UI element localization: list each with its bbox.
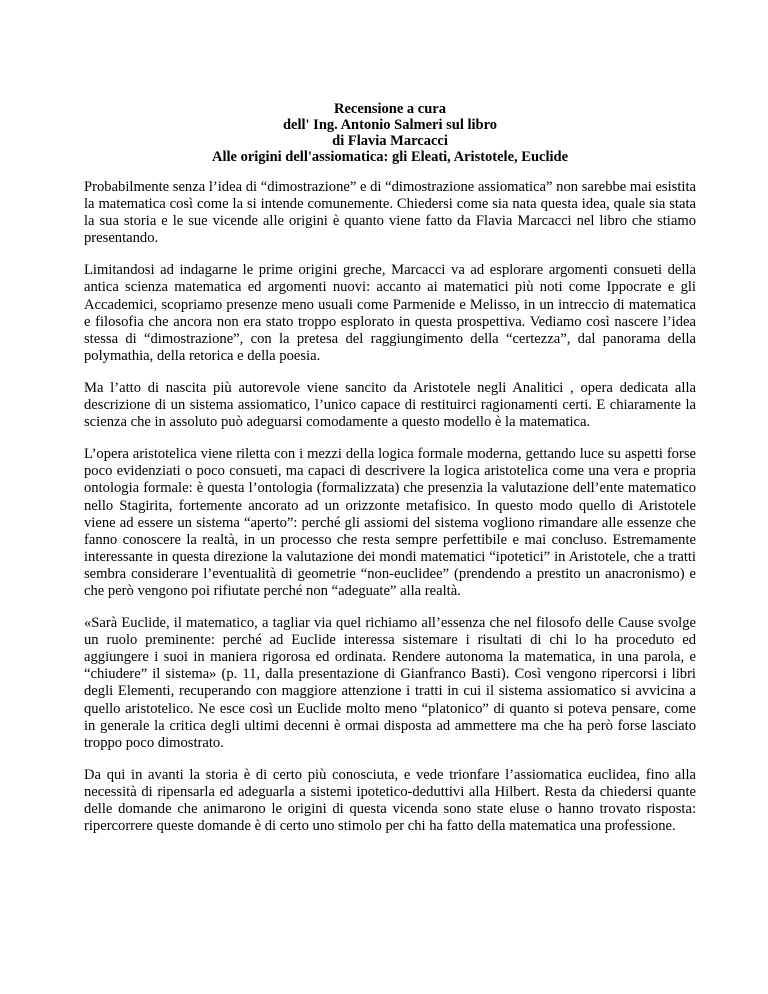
paragraph: «Sarà Euclide, il matematico, a tagliar via quel richiamo all’essenza che nel filosofo delle Cause svolge un ruolo preminente: perché ad Euclide interessa sistemare i risultati di chi lo ha proceduto ed aggiungere i suoi in maniera rigorosa ed ordinata. Rendere autonoma la matematica, in una parola, e “chiudere” il sistema» (p. 11, dalla presentazione di Gianfranco Basti). Così vengono ripercorsi i libri degli Elementi, recuperando con maggiore attenzione i tratti in cui il sistema assiomatico si avvicina a quello aristotelico. Ne esce così un Euclide molto meno “platonico” di quanto si poteva pensare, come in generale la critica degli ultimi decenni è ormai disposta ad ammettere ma che ha però forse lasciato troppo poco dimostrato. (84, 615, 696, 751)
paragraph: L’opera aristotelica viene riletta con i mezzi della logica formale moderna, gettando luce su aspetti forse poco evidenziati o poco consueti, ma capaci di descrivere la logica aristotelica come una vera e propria ontologia formale: è questa l’ontologia (formalizzata) che presenzia la valutazione dell’ente matematico nello Stagirita, fortemente ancorato ad un orizzonte metafisico. In questo modo quello di Aristotele viene ad essere un sistema “aperto”: perché gli assiomi del sistema vogliono rimandare alle essenze che fanno conoscere la realtà, in un processo che resta sempre perfettibile e mai concluso. Estremamente interessante in questa direzione la valutazione dei mondi matematici “ipotetici” in Aristotele, che a tratti sembra considerare l’eventualità di geometrie “non-euclidee” (prendendo a prestito un anacronismo) e che però vengono poi rifiutate perché non “adeguate” alla realtà. (84, 446, 696, 599)
paragraph: Probabilmente senza l’idea di “dimostrazione” e di “dimostrazione assiomatica” non sarebbe mai esistita la matematica così come la si intende comunemente. Chiedersi come sia nata questa idea, quale sia stata la sua storia e le sue vicende alle origini è quanto viene fatto da Flavia Marcacci nel libro che stiamo presentando. (84, 179, 696, 247)
title-line: di Flavia Marcacci (332, 133, 448, 149)
title-line: Alle origini dell'assiomatica: gli Eleati, Aristotele, Euclide (211, 149, 568, 165)
paragraph: Limitandosi ad indagarne le prime origini greche, Marcacci va ad esplorare argomenti consueti della antica scienza matematica ed argomenti nuovi: accanto ai matematici più noti come Ippocrate e gli Accademici, scopriamo presenze meno usuali come Parmenide e Melisso, in un intreccio di matematica e filosofia che ancora non era stato troppo esplorato in questa prospettiva. Vediamo così nascere l’idea stessa di “dimostrazione”, con la pretesa del raggiungimento della “certezza”, dal panorama della polymathia, della retorica e della poesia. (84, 262, 696, 364)
paragraph: Ma l’atto di nascita più autorevole viene sancito da Aristotele negli Analitici , opera dedicata alla descrizione di un sistema assiomatico, l’unico capace di restituirci ragionamenti certi. E chiaramente la scienza che in assoluto può adeguarsi comodamente a questo modello è la matematica. (84, 379, 696, 431)
document-title (84, 101, 696, 165)
paragraph: Da qui in avanti la storia è di certo più conosciuta, e vede trionfare l’assiomatica euclidea, fino alla necessità di ripensarla ed adeguarla a sistemi ipotetico-deduttivi alla Hilbert. Resta da chiedersi quante delle domande che animarono le origini di questa vicenda sono state eluse o hanno trovato risposta: ripercorrere queste domande è di certo uno stimolo per chi ha fatto della matematica una professione. (84, 766, 696, 835)
document-body (84, 101, 696, 850)
title-line: Recensione a cura (334, 101, 446, 117)
title-line: dell' Ing. Antonio Salmeri sul libro (282, 117, 498, 133)
